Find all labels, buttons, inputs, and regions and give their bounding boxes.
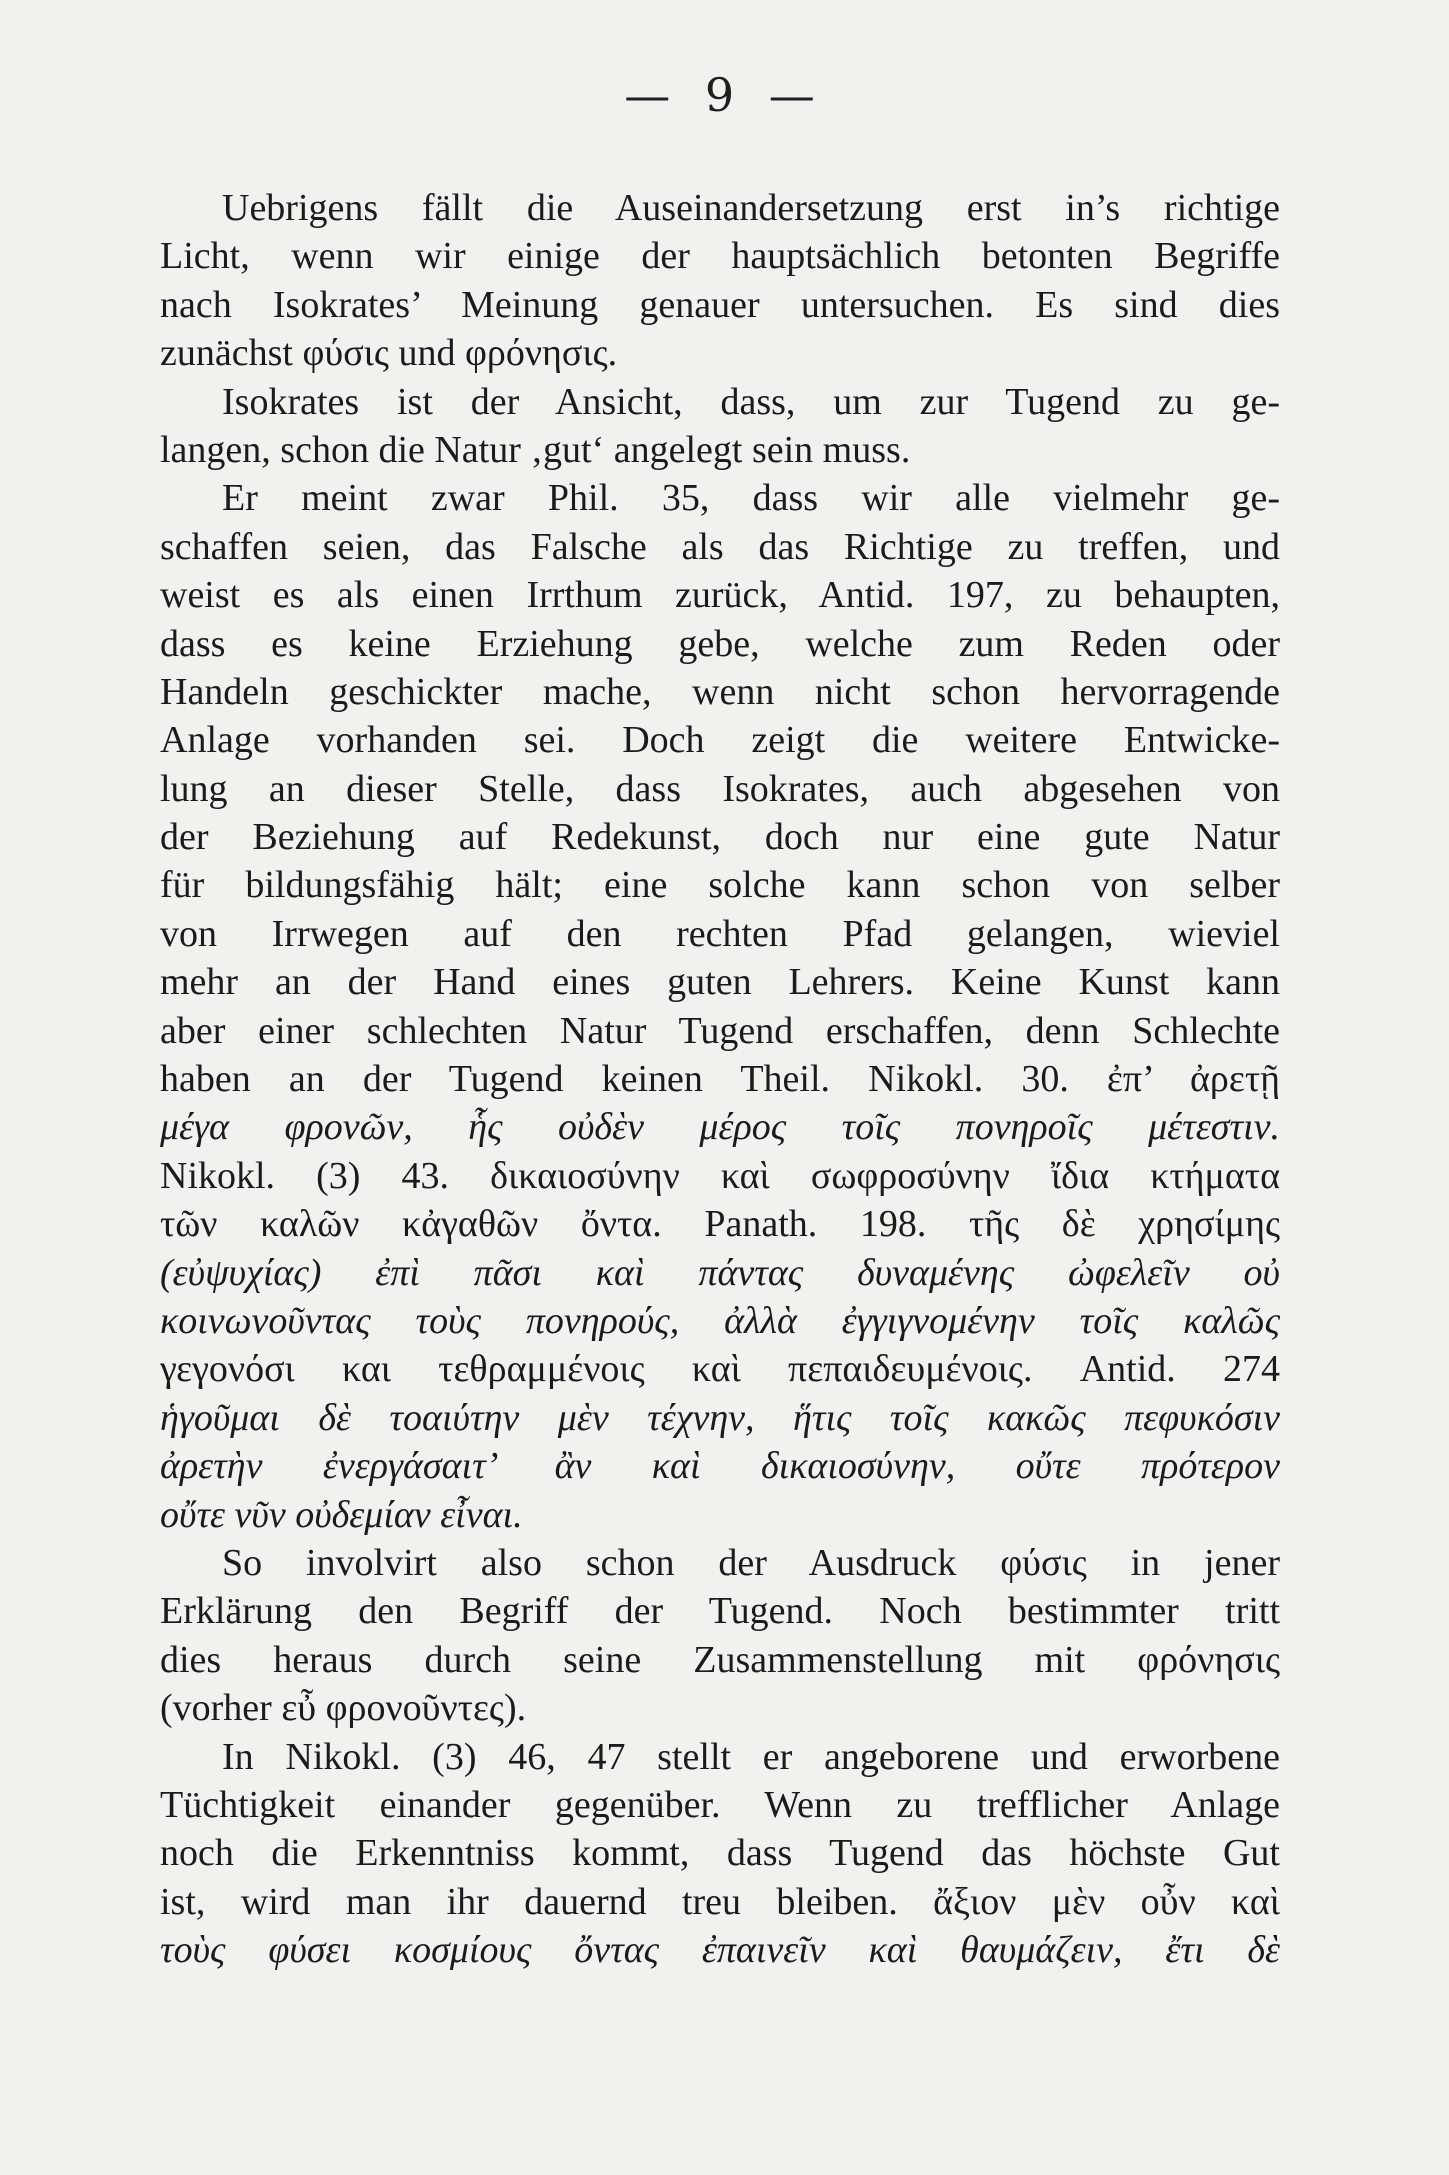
text-line: Isokrates ist der Ansicht, dass, um zur Tugend zu ge- [222, 380, 1280, 423]
text-line: weist es als einen Irrthum zurück, Antid. 197, zu behaupten, [160, 574, 1280, 617]
text-line: von Irrwegen auf den rechten Pfad gelangen, wieviel [160, 912, 1280, 955]
text-line: ist, wird man ihr dauernd treu bleiben. ἄξιον μὲν οὖν καὶ [160, 1880, 1280, 1923]
text-line: γεγονόσι και τεθραμμένοις καὶ πεπαιδευμένοις. Antid. 274 [160, 1348, 1280, 1391]
text-line: μέγα φρονῶν, ἧς οὐδὲν μέρος τοῖς πονηροῖς μέτεστιν. [160, 1106, 1280, 1149]
text-line: τοὺς φύσει κοσμίους ὄντας ἐπαινεῖν καὶ θαυμάζειν, ἔτι δὲ [160, 1929, 1280, 1972]
text-line: τῶν καλῶν κἀγαθῶν ὄντα. Panath. 198. τῆς δὲ χρησίμης [160, 1203, 1280, 1246]
text-line: (εὐψυχίας) ἐπὶ πᾶσι καὶ πάντας δυναμένης ὠφελεῖν οὐ [160, 1251, 1280, 1294]
text-line: Nikokl. (3) 43. δικαιοσύνην καὶ σωφροσύνην ἴδια κτήματα [160, 1154, 1280, 1197]
text-line: dass es keine Erziehung gebe, welche zum Reden oder [160, 622, 1280, 665]
text-line: zunächst φύσις und φρόνησις. [160, 332, 618, 375]
text-line: mehr an der Hand eines guten Lehrers. Keine Kunst kann [160, 961, 1280, 1004]
text-line: Uebrigens fällt die Auseinandersetzung erst in’s richtige [222, 187, 1280, 229]
text-line: haben an der Tugend keinen Theil. Nikokl. 30. ἐπ’ ἀρετῇ [160, 1058, 1280, 1101]
text-line: lung an dieser Stelle, dass Isokrates, auch abgesehen von [160, 767, 1280, 810]
text-line: κοινωνοῦντας τοὺς πονηρούς, ἀλλὰ ἐγγιγνομένην τοῖς καλῶς [160, 1299, 1280, 1342]
text-line: οὔτε νῦν οὐδεμίαν εἶναι. [160, 1493, 523, 1536]
text-line: Handeln geschickter mache, wenn nicht schon hervorragende [160, 670, 1280, 713]
text-line: Er meint zwar Phil. 35, dass wir alle vielmehr ge- [222, 477, 1280, 520]
text-line: ἡγοῦμαι δὲ τοαιύτην μὲν τέχνην, ἥτις τοῖς κακῶς πεφυκόσιν [160, 1396, 1280, 1439]
text-line: Anlage vorhanden sei. Doch zeigt die weitere Entwicke- [160, 719, 1280, 762]
text-line: schaffen seien, das Falsche als das Richtige zu treffen, und [160, 525, 1280, 568]
text-line: ἀρετὴν ἐνεργάσαιτ’ ἂν καὶ δικαιοσύνην, οὔτε πρότερον [160, 1445, 1280, 1488]
text-line: aber einer schlechten Natur Tugend erschaffen, denn Schlechte [160, 1009, 1280, 1052]
text-line: Erklärung den Begriff der Tugend. Noch bestimmter tritt [160, 1590, 1280, 1633]
text-line: für bildungsfähig hält; eine solche kann schon von selber [160, 864, 1280, 907]
text-line: langen, schon die Natur ‚gut‘ angelegt sein muss. [160, 428, 911, 471]
text-line: der Beziehung auf Redekunst, doch nur eine gute Natur [160, 816, 1280, 859]
text-line: Tüchtigkeit einander gegenüber. Wenn zu trefflicher Anlage [160, 1783, 1280, 1826]
body-text [160, 184, 1280, 1974]
text-line: In Nikokl. (3) 46, 47 stellt er angeborene und erworbene [222, 1735, 1280, 1778]
text-line: dies heraus durch seine Zusammenstellung mit φρόνησις [160, 1638, 1280, 1681]
text-line: Licht, wenn wir einige der hauptsächlich betonten Begriffe [160, 235, 1280, 278]
text-line: nach Isokrates’ Meinung genauer untersuchen. Es sind dies [160, 283, 1280, 326]
text-line: (vorher εὖ φρονοῦντες). [160, 1687, 527, 1730]
text-line: So involvirt also schon der Ausdruck φύσις in jener [222, 1541, 1280, 1584]
text-line: noch die Erkenntniss kommt, dass Tugend das höchste Gut [160, 1832, 1280, 1875]
page-number: — 9 — [624, 68, 825, 122]
